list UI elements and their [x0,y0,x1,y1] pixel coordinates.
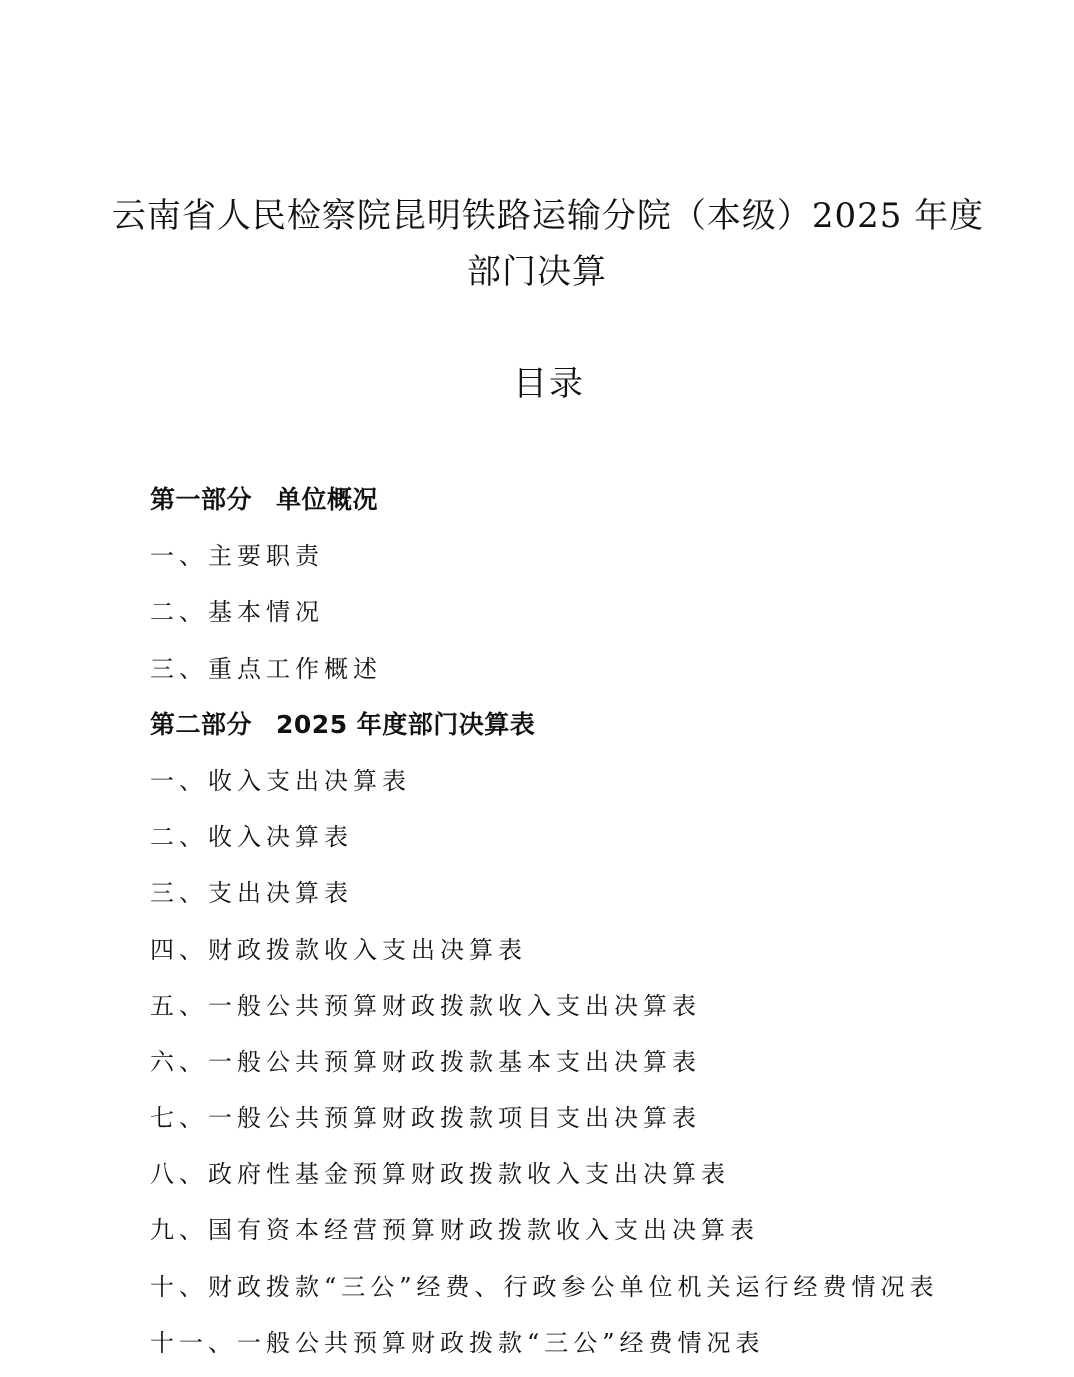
toc-item-table-4[interactable]: 四、财政拨款收入支出决算表 [150,935,527,964]
toc-item-table-3[interactable]: 三、支出决算表 [150,879,353,908]
toc-item-table-8[interactable]: 八、政府性基金预算财政拨款收入支出决算表 [150,1160,730,1189]
toc-item-table-2[interactable]: 二、收入决算表 [150,823,353,852]
toc-item-table-10[interactable]: 十、财政拨款“三公”经费、行政参公单位机关运行经费情况表 [150,1272,939,1301]
toc-item-main-duties[interactable]: 一、主要职责 [150,542,324,571]
toc-item-table-1[interactable]: 一、收入支出决算表 [150,766,411,795]
toc-item-table-9[interactable]: 九、国有资本经营预算财政拨款收入支出决算表 [150,1216,759,1245]
document-title-line2: 部门决算 [467,252,607,292]
table-of-contents [150,478,1050,1377]
toc-part-number: 第一部分 [150,485,253,514]
toc-part-number: 第二部分 [150,709,253,739]
toc-item-basic-info[interactable]: 二、基本情况 [150,598,324,627]
toc-item-table-6[interactable]: 六、一般公共预算财政拨款基本支出决算表 [150,1047,701,1076]
toc-item-table-11[interactable]: 十一、一般公共预算财政拨款“三公”经费情况表 [150,1328,765,1357]
toc-part-title: 单位概况 [276,485,379,514]
toc-item-table-7[interactable]: 七、一般公共预算财政拨款项目支出决算表 [150,1104,701,1133]
toc-heading: 目录 [513,364,585,404]
toc-part-1[interactable] [150,478,1050,534]
document-title-line1: 云南省人民检察院昆明铁路运输分院（本级）2025 年度 [111,196,985,236]
toc-item-key-work[interactable]: 三、重点工作概述 [150,654,382,683]
toc-part-2[interactable] [150,703,1050,759]
toc-part-title: 2025 年度部门决算表 [276,709,536,739]
toc-item-table-5[interactable]: 五、一般公共预算财政拨款收入支出决算表 [150,991,701,1020]
